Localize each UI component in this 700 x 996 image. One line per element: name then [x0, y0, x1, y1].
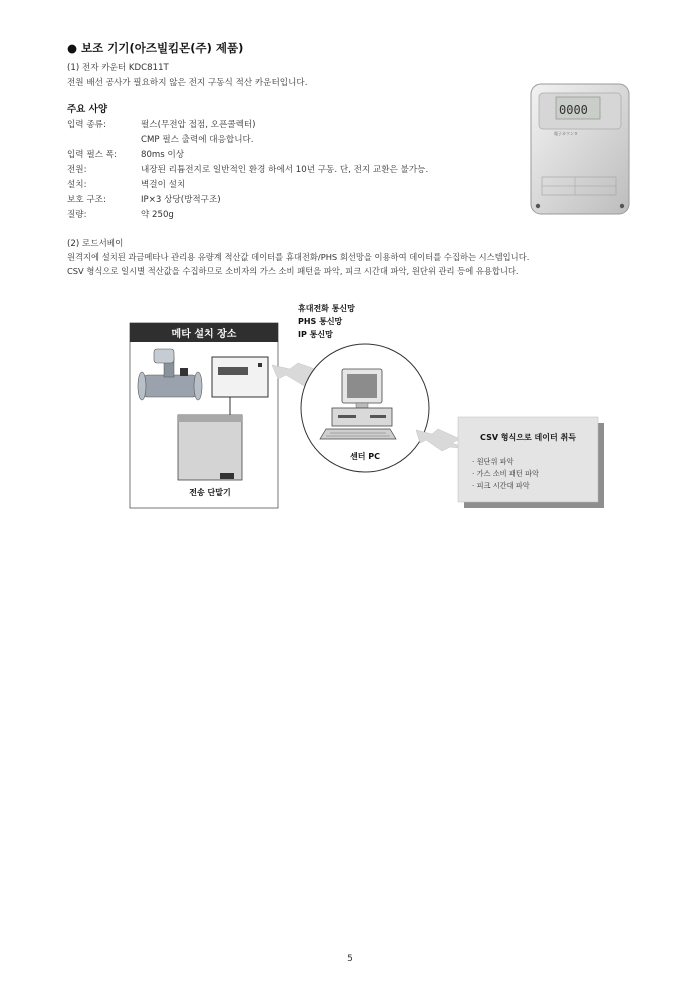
center-pc-label: 센터 PC [350, 452, 380, 461]
spec-value: 내장된 리튬전지로 일반적인 환경 하에서 10년 구동. 단, 전지 교환은 불가능. [141, 165, 429, 175]
csv-title: CSV 형식으로 데이터 취득 [480, 433, 576, 442]
electronic-counter-image [530, 83, 630, 215]
svg-text:0000: 0000 [559, 103, 588, 117]
terminal-label: 전송 단말기 [189, 488, 231, 497]
spec-value: 벽걸이 설치 [141, 180, 186, 190]
item2-line1: 원격지에 설치된 과금메타나 관리용 유량계 적산값 데이터를 휴대전화/PHS 회선망을 이용하여 데이터를 수집하는 시스템입니다. [67, 252, 530, 262]
item1-heading: (1) 전자 카운터 KDC811T [67, 63, 169, 73]
item2-line2: CSV 형식으로 일시별 적산값을 수집하므로 소비자의 가스 소비 패턴을 파악, 피크 시간대 파악, 원단위 관리 등에 유용합니다. [67, 266, 519, 276]
spec-label: 입력 종류: [67, 120, 106, 130]
csv-item: · 피크 시간대 파악 [472, 481, 530, 490]
spec-value: IP×3 상당(방적구조) [141, 195, 221, 205]
item2-heading: (2) 로드서베이 [67, 239, 124, 249]
spec-value: 약 250g [141, 210, 174, 220]
spec-value: CMP 펄스 출력에 대응합니다. [141, 135, 254, 145]
spec-label: 입력 펄스 폭: [67, 150, 117, 160]
network-label: 휴대전화 통신망 [298, 304, 355, 313]
network-label: PHS 통신망 [298, 317, 343, 326]
spec-label: 보호 구조: [67, 195, 106, 205]
page-number: 5 [347, 954, 353, 964]
spec-value: 펄스(무전압 접점, 오픈콜렉터) [141, 120, 256, 130]
csv-item: · 가스 소비 패턴 파악 [472, 469, 539, 478]
meter-site-label: 메타 설치 장소 [171, 329, 237, 340]
spec-label: 전원: [67, 165, 87, 175]
spec-label: 설치: [67, 180, 87, 190]
spec-label: 질량: [67, 210, 87, 220]
device-brand-label: 電子カウンタ [554, 131, 578, 136]
section-title: ● 보조 기기(아즈빌킴몬(주) 제품) [67, 41, 244, 55]
specs-heading: 주요 사양 [67, 104, 108, 115]
network-label: IP 통신망 [298, 330, 333, 339]
road-survey-diagram [120, 295, 610, 510]
csv-item: · 원단위 파악 [472, 457, 514, 466]
spec-value: 80ms 이상 [141, 150, 185, 160]
item1-description: 전원 배선 공사가 필요하지 않은 전지 구동식 적산 카운터입니다. [67, 78, 308, 88]
